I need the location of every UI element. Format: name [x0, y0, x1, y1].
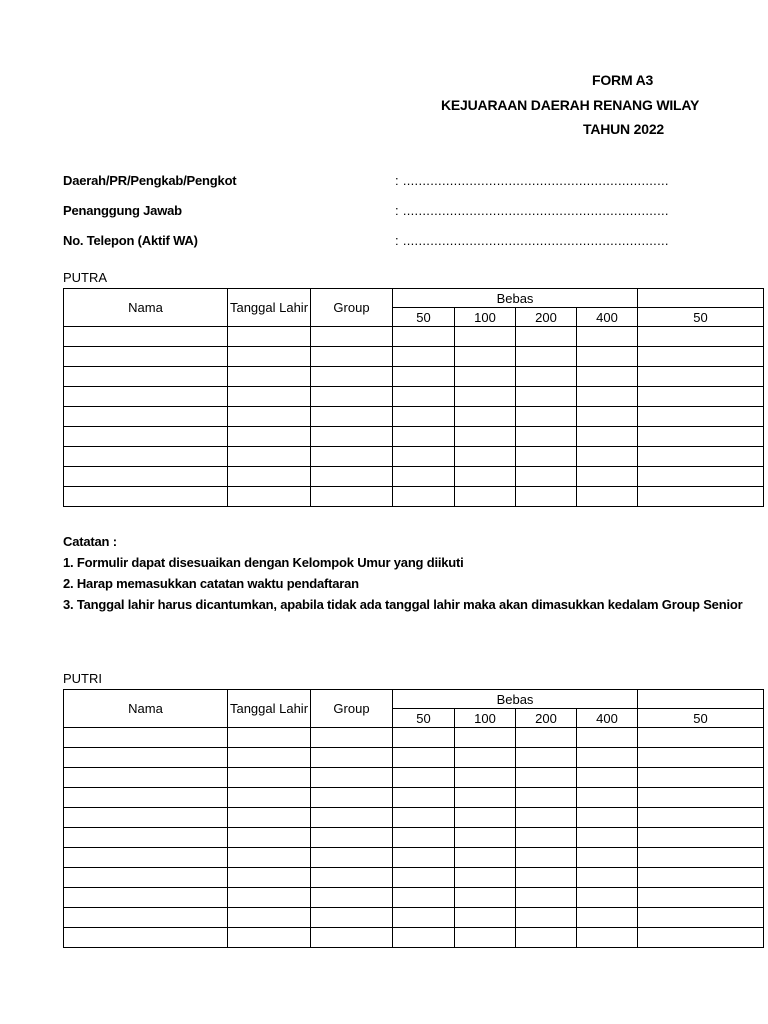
entry-cell[interactable]: [393, 848, 455, 868]
entry-cell[interactable]: [64, 788, 228, 808]
entry-cell[interactable]: [393, 487, 455, 507]
entry-cell[interactable]: [393, 407, 455, 427]
entry-cell[interactable]: [64, 387, 228, 407]
entry-cell[interactable]: [64, 868, 228, 888]
entry-cell[interactable]: [311, 908, 393, 928]
entry-cell[interactable]: [516, 748, 577, 768]
entry-cell[interactable]: [311, 748, 393, 768]
entry-row: [64, 768, 764, 788]
entry-cell[interactable]: [393, 808, 455, 828]
entry-cell[interactable]: [393, 768, 455, 788]
entry-cell[interactable]: [577, 768, 638, 788]
entry-cell[interactable]: [228, 427, 311, 447]
distance-header: 400: [577, 308, 638, 327]
entry-cell[interactable]: [638, 387, 764, 407]
entry-row: [64, 447, 764, 467]
note-item: 1. Formulir dapat disesuaikan dengan Kelompok Umur yang diikuti: [63, 555, 464, 570]
entry-cell[interactable]: [228, 888, 311, 908]
entry-cell[interactable]: [516, 367, 577, 387]
entry-cell[interactable]: [638, 487, 764, 507]
entry-cell[interactable]: [64, 748, 228, 768]
entry-cell[interactable]: [455, 788, 516, 808]
entry-cell[interactable]: [516, 467, 577, 487]
distance-header: 200: [516, 709, 577, 728]
entry-row: [64, 848, 764, 868]
entry-cell[interactable]: [228, 828, 311, 848]
entry-cell[interactable]: [577, 407, 638, 427]
entry-cell[interactable]: [228, 788, 311, 808]
entry-cell[interactable]: [638, 327, 764, 347]
column-header-bebas: Bebas: [393, 690, 638, 709]
entry-row: [64, 467, 764, 487]
column-header-group: Group: [311, 690, 393, 728]
entry-cell[interactable]: [455, 828, 516, 848]
entry-cell[interactable]: [64, 407, 228, 427]
putra-table-body: [64, 327, 764, 507]
entry-cell[interactable]: [638, 407, 764, 427]
form-code: FORM A3: [592, 72, 654, 88]
entry-cell[interactable]: [455, 327, 516, 347]
entry-cell[interactable]: [311, 407, 393, 427]
entry-cell[interactable]: [516, 808, 577, 828]
entry-cell[interactable]: [228, 467, 311, 487]
entry-cell[interactable]: [638, 828, 764, 848]
entry-cell[interactable]: [577, 888, 638, 908]
entry-cell[interactable]: [228, 347, 311, 367]
entry-cell[interactable]: [393, 748, 455, 768]
entry-cell[interactable]: [455, 467, 516, 487]
entry-cell[interactable]: [393, 928, 455, 948]
entry-cell[interactable]: [228, 327, 311, 347]
entry-cell[interactable]: [516, 487, 577, 507]
entry-row: [64, 888, 764, 908]
entry-cell[interactable]: [455, 748, 516, 768]
entry-cell[interactable]: [577, 367, 638, 387]
entry-cell[interactable]: [311, 848, 393, 868]
entry-cell[interactable]: [393, 427, 455, 447]
entry-cell[interactable]: [311, 928, 393, 948]
entry-cell[interactable]: [311, 868, 393, 888]
entry-cell[interactable]: [577, 828, 638, 848]
entry-cell[interactable]: [64, 728, 228, 748]
entry-cell[interactable]: [393, 788, 455, 808]
entry-cell[interactable]: [393, 467, 455, 487]
distance-header: 50: [638, 709, 764, 728]
entry-cell[interactable]: [64, 367, 228, 387]
region-label: Daerah/PR/Pengkab/Pengkot: [63, 173, 237, 188]
entry-cell[interactable]: [577, 908, 638, 928]
entry-cell[interactable]: [516, 447, 577, 467]
entry-cell[interactable]: [311, 888, 393, 908]
putra-table: [63, 288, 764, 507]
entry-cell[interactable]: [64, 327, 228, 347]
entry-cell[interactable]: [64, 888, 228, 908]
column-header-bebas: Bebas: [393, 289, 638, 308]
entry-cell[interactable]: [228, 748, 311, 768]
entry-cell[interactable]: [311, 828, 393, 848]
entry-cell[interactable]: [393, 367, 455, 387]
entry-cell[interactable]: [516, 427, 577, 447]
entry-cell[interactable]: [311, 447, 393, 467]
entry-cell[interactable]: [311, 387, 393, 407]
entry-cell[interactable]: [638, 427, 764, 447]
entry-cell[interactable]: [516, 728, 577, 748]
entry-row: [64, 828, 764, 848]
entry-cell[interactable]: [577, 868, 638, 888]
entry-cell[interactable]: [455, 347, 516, 367]
entry-cell[interactable]: [577, 447, 638, 467]
entry-row: [64, 387, 764, 407]
entry-cell[interactable]: [638, 848, 764, 868]
entry-cell[interactable]: [455, 407, 516, 427]
entry-row: [64, 908, 764, 928]
entry-cell[interactable]: [516, 788, 577, 808]
entry-cell[interactable]: [228, 768, 311, 788]
entry-cell[interactable]: [64, 427, 228, 447]
distance-header: 100: [455, 308, 516, 327]
entry-cell[interactable]: [393, 868, 455, 888]
entry-row: [64, 487, 764, 507]
entry-cell[interactable]: [638, 808, 764, 828]
entry-cell[interactable]: [228, 487, 311, 507]
entry-cell[interactable]: [455, 427, 516, 447]
region-field[interactable]: : ....................................................................: [395, 173, 669, 188]
entry-cell[interactable]: [638, 768, 764, 788]
entry-cell[interactable]: [393, 728, 455, 748]
column-header-nama: Nama: [64, 690, 228, 728]
entry-row: [64, 788, 764, 808]
entry-cell[interactable]: [455, 908, 516, 928]
distance-header: 200: [516, 308, 577, 327]
entry-row: [64, 928, 764, 948]
entry-cell[interactable]: [228, 868, 311, 888]
responsible-person-label: Penanggung Jawab: [63, 203, 182, 218]
entry-cell[interactable]: [228, 447, 311, 467]
entry-cell[interactable]: [228, 908, 311, 928]
entry-cell[interactable]: [516, 347, 577, 367]
putri-table-wrapper: [63, 689, 708, 948]
entry-cell[interactable]: [311, 367, 393, 387]
entry-cell[interactable]: [311, 728, 393, 748]
entry-cell[interactable]: [64, 808, 228, 828]
putra-section-title: PUTRA: [63, 270, 108, 285]
entry-cell[interactable]: [455, 487, 516, 507]
entry-cell[interactable]: [455, 447, 516, 467]
entry-cell[interactable]: [228, 848, 311, 868]
entry-cell[interactable]: [455, 888, 516, 908]
entry-cell[interactable]: [393, 327, 455, 347]
entry-cell[interactable]: [577, 928, 638, 948]
entry-cell[interactable]: [393, 908, 455, 928]
entry-cell[interactable]: [638, 347, 764, 367]
entry-cell[interactable]: [577, 387, 638, 407]
column-header-next-style: [638, 289, 764, 308]
entry-cell[interactable]: [638, 928, 764, 948]
entry-row: [64, 347, 764, 367]
entry-cell[interactable]: [64, 828, 228, 848]
entry-cell[interactable]: [228, 407, 311, 427]
entry-cell[interactable]: [516, 768, 577, 788]
entry-row: [64, 367, 764, 387]
entry-cell[interactable]: [516, 387, 577, 407]
entry-cell[interactable]: [228, 728, 311, 748]
column-header-nama: Nama: [64, 289, 228, 327]
entry-cell[interactable]: [577, 728, 638, 748]
entry-cell[interactable]: [638, 467, 764, 487]
entry-cell[interactable]: [638, 728, 764, 748]
entry-row: [64, 327, 764, 347]
entry-cell[interactable]: [577, 788, 638, 808]
entry-cell[interactable]: [455, 387, 516, 407]
entry-cell[interactable]: [577, 748, 638, 768]
entry-cell[interactable]: [311, 788, 393, 808]
entry-cell[interactable]: [577, 427, 638, 447]
entry-cell[interactable]: [228, 808, 311, 828]
entry-cell[interactable]: [516, 888, 577, 908]
entry-cell[interactable]: [638, 888, 764, 908]
entry-cell[interactable]: [516, 928, 577, 948]
phone-field[interactable]: : ....................................................................: [395, 233, 669, 248]
entry-cell[interactable]: [638, 367, 764, 387]
entry-cell[interactable]: [64, 487, 228, 507]
entry-cell[interactable]: [311, 327, 393, 347]
putra-table-wrapper: [63, 288, 708, 507]
note-item: 3. Tanggal lahir harus dicantumkan, apabila tidak ada tanggal lahir maka akan dimasukkan kedalam Group Senior: [63, 597, 743, 612]
entry-cell[interactable]: [64, 768, 228, 788]
entry-cell[interactable]: [64, 347, 228, 367]
entry-cell[interactable]: [455, 768, 516, 788]
entry-cell[interactable]: [393, 347, 455, 367]
entry-cell[interactable]: [577, 347, 638, 367]
notes-block: [63, 531, 742, 615]
entry-row: [64, 808, 764, 828]
entry-cell[interactable]: [228, 928, 311, 948]
entry-cell[interactable]: [455, 848, 516, 868]
entry-cell[interactable]: [228, 387, 311, 407]
note-item: 2. Harap memasukkan catatan waktu pendaftaran: [63, 576, 359, 591]
phone-label: No. Telepon (Aktif WA): [63, 233, 198, 248]
column-header-tanggal-lahir: Tanggal Lahir: [228, 690, 311, 728]
entry-cell[interactable]: [455, 808, 516, 828]
column-header-next-style: [638, 690, 764, 709]
entry-cell[interactable]: [516, 327, 577, 347]
distance-header: 50: [638, 308, 764, 327]
entry-cell[interactable]: [228, 367, 311, 387]
distance-header: 50: [393, 709, 455, 728]
entry-cell[interactable]: [311, 467, 393, 487]
entry-cell[interactable]: [64, 928, 228, 948]
entry-cell[interactable]: [577, 808, 638, 828]
entry-row: [64, 868, 764, 888]
entry-cell[interactable]: [455, 367, 516, 387]
entry-cell[interactable]: [516, 828, 577, 848]
entry-cell[interactable]: [311, 427, 393, 447]
entry-cell[interactable]: [64, 447, 228, 467]
distance-header: 400: [577, 709, 638, 728]
distance-header: 100: [455, 709, 516, 728]
notes-title: Catatan :: [63, 534, 117, 549]
putri-table: [63, 689, 764, 948]
entry-cell[interactable]: [516, 407, 577, 427]
entry-row: [64, 427, 764, 447]
entry-cell[interactable]: [638, 447, 764, 467]
entry-cell[interactable]: [64, 467, 228, 487]
entry-cell[interactable]: [638, 868, 764, 888]
entry-cell[interactable]: [455, 728, 516, 748]
entry-cell[interactable]: [577, 848, 638, 868]
entry-cell[interactable]: [393, 387, 455, 407]
distance-header: 50: [393, 308, 455, 327]
entry-cell[interactable]: [577, 487, 638, 507]
responsible-person-field[interactable]: : ....................................................................: [395, 203, 669, 218]
entry-row: [64, 728, 764, 748]
entry-cell[interactable]: [516, 908, 577, 928]
entry-cell[interactable]: [64, 908, 228, 928]
entry-cell[interactable]: [516, 868, 577, 888]
event-year: TAHUN 2022: [583, 121, 664, 137]
entry-cell[interactable]: [311, 808, 393, 828]
entry-cell[interactable]: [638, 788, 764, 808]
entry-cell[interactable]: [311, 768, 393, 788]
column-header-group: Group: [311, 289, 393, 327]
putri-section-title: PUTRI: [63, 671, 102, 686]
entry-cell[interactable]: [311, 487, 393, 507]
entry-cell[interactable]: [516, 848, 577, 868]
entry-cell[interactable]: [577, 467, 638, 487]
entry-cell[interactable]: [311, 347, 393, 367]
entry-cell[interactable]: [455, 868, 516, 888]
entry-cell[interactable]: [393, 828, 455, 848]
putri-table-body: [64, 728, 764, 948]
entry-cell[interactable]: [64, 848, 228, 868]
entry-cell[interactable]: [638, 748, 764, 768]
entry-cell[interactable]: [577, 327, 638, 347]
entry-row: [64, 748, 764, 768]
entry-cell[interactable]: [393, 888, 455, 908]
entry-cell[interactable]: [393, 447, 455, 467]
column-header-tanggal-lahir: Tanggal Lahir: [228, 289, 311, 327]
event-title: KEJUARAAN DAERAH RENANG WILAY: [441, 97, 700, 113]
entry-cell[interactable]: [638, 908, 764, 928]
entry-cell[interactable]: [455, 928, 516, 948]
entry-row: [64, 407, 764, 427]
